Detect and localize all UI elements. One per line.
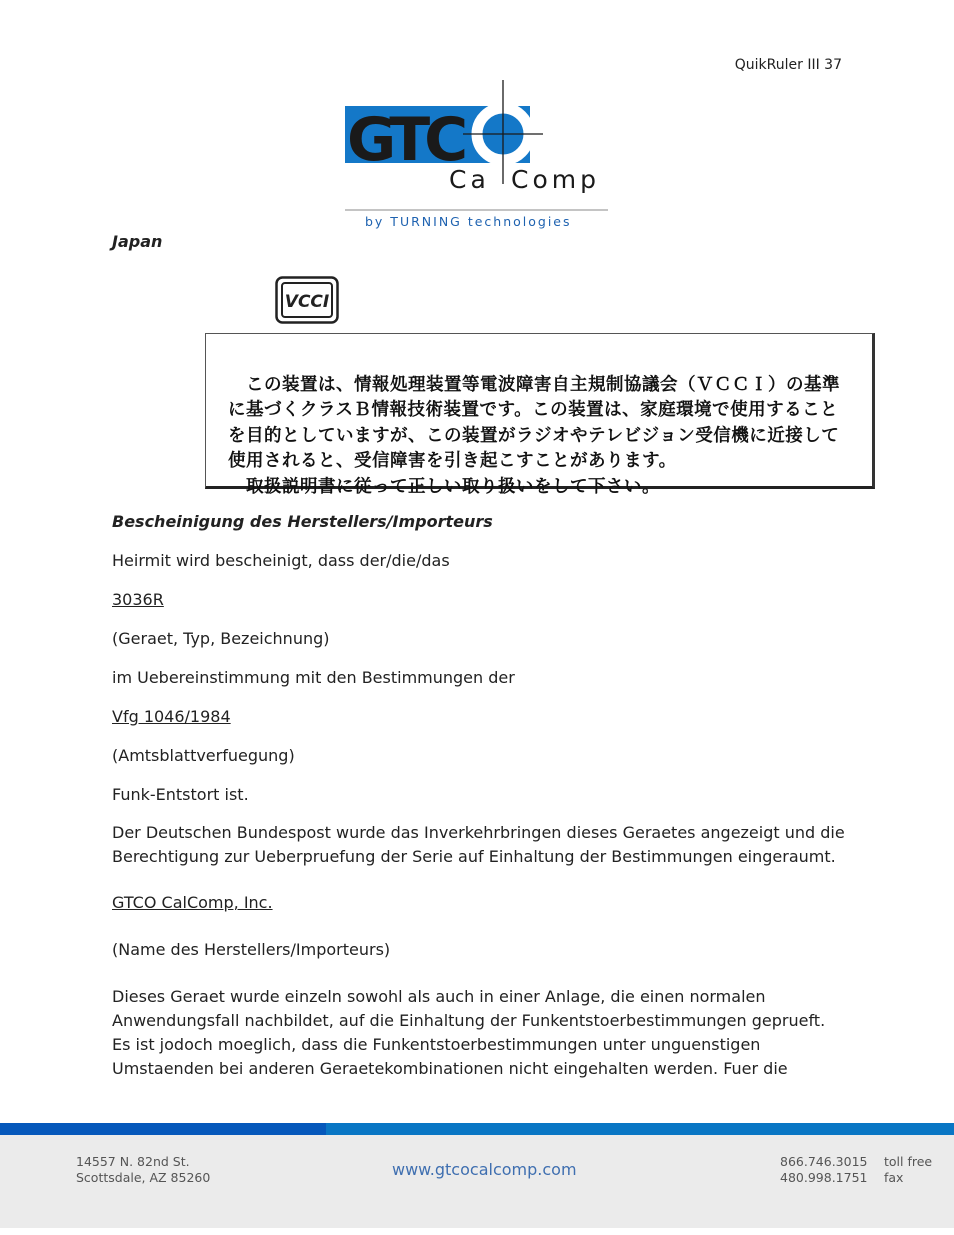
footer-bar-left <box>0 1123 326 1135</box>
section-heading-germany: Bescheinigung des Herstellers/Importeurs <box>112 512 493 531</box>
regulation-number: Vfg 1046/1984 <box>112 707 231 726</box>
vcci-notice-box <box>205 333 875 497</box>
testing-paragraph: Dieses Geraet wurde einzeln sowohl als auch in einer Anlage, die einen normalen Anwendungsfall nachbildet, auf die Einhaltung der Funkentstoerbestimmungen geprueft. Es ist jodoch moeglich, dass die Funkentstoerbestimmungen unter unguenstigen Umstaenden bei anderen Geraetekombinationen nicht eingehalten werden. Fuer die <box>112 987 826 1078</box>
model-number: 3036R <box>112 590 164 609</box>
svg-text:Ca: Ca <box>449 165 490 194</box>
svg-text:GTC: GTC <box>347 105 463 175</box>
vcci-notice-text: この装置は、情報処理装置等電波障害自主規制協議会（ＶＣＣＩ）の基準 に基づくクラスＢ情報技術装置です。この装置は、家庭環境で使用すること を目的としていますが、この装置がラジオやテレビジョン受信機に近接して 使用されると、受信障害を引き起こすことがあります。 取扱説明書に従って正しい取り扱いをして下さい。 <box>228 374 840 497</box>
gtco-calcomp-logo <box>345 78 610 233</box>
footer-address: 14557 N. 82nd St. Scottsdale, AZ 85260 <box>76 1154 211 1185</box>
page-header-label: QuikRuler III 37 <box>734 57 842 73</box>
svg-text:Comp: Comp <box>511 165 600 194</box>
manufacturer-caption: (Name des Herstellers/Importeurs) <box>112 940 391 959</box>
model-caption: (Geraet, Typ, Bezeichnung) <box>112 629 330 648</box>
svg-text:VCCI: VCCI <box>284 292 330 312</box>
compliance-line: im Uebereinstimmung mit den Bestimmungen der <box>112 668 515 687</box>
section-heading-japan: Japan <box>112 232 163 251</box>
footer-phone-numbers: 866.746.3015 480.998.1751 <box>780 1154 868 1185</box>
regulation-caption: (Amtsblattverfuegung) <box>112 746 295 765</box>
vcci-mark-icon <box>275 276 339 324</box>
manufacturer-name: GTCO CalComp, Inc. <box>112 893 273 912</box>
bundespost-paragraph: Der Deutschen Bundespost wurde das Inverkehrbringen dieses Geraetes angezeigt und die Berechtigung zur Ueberpruefung der Serie auf Einhaltung der Bestimmungen eingeraumt. <box>112 823 845 866</box>
svg-text:by TURNING technologies: by TURNING technologies <box>365 214 572 229</box>
footer-bar-right <box>326 1123 954 1135</box>
footer-website-link[interactable]: www.gtcocalcomp.com <box>392 1160 577 1179</box>
footer-phone-labels: toll free fax <box>884 1154 933 1185</box>
interference-line: Funk-Entstort ist. <box>112 785 249 804</box>
certification-line: Heirmit wird bescheinigt, dass der/die/das <box>112 551 450 570</box>
